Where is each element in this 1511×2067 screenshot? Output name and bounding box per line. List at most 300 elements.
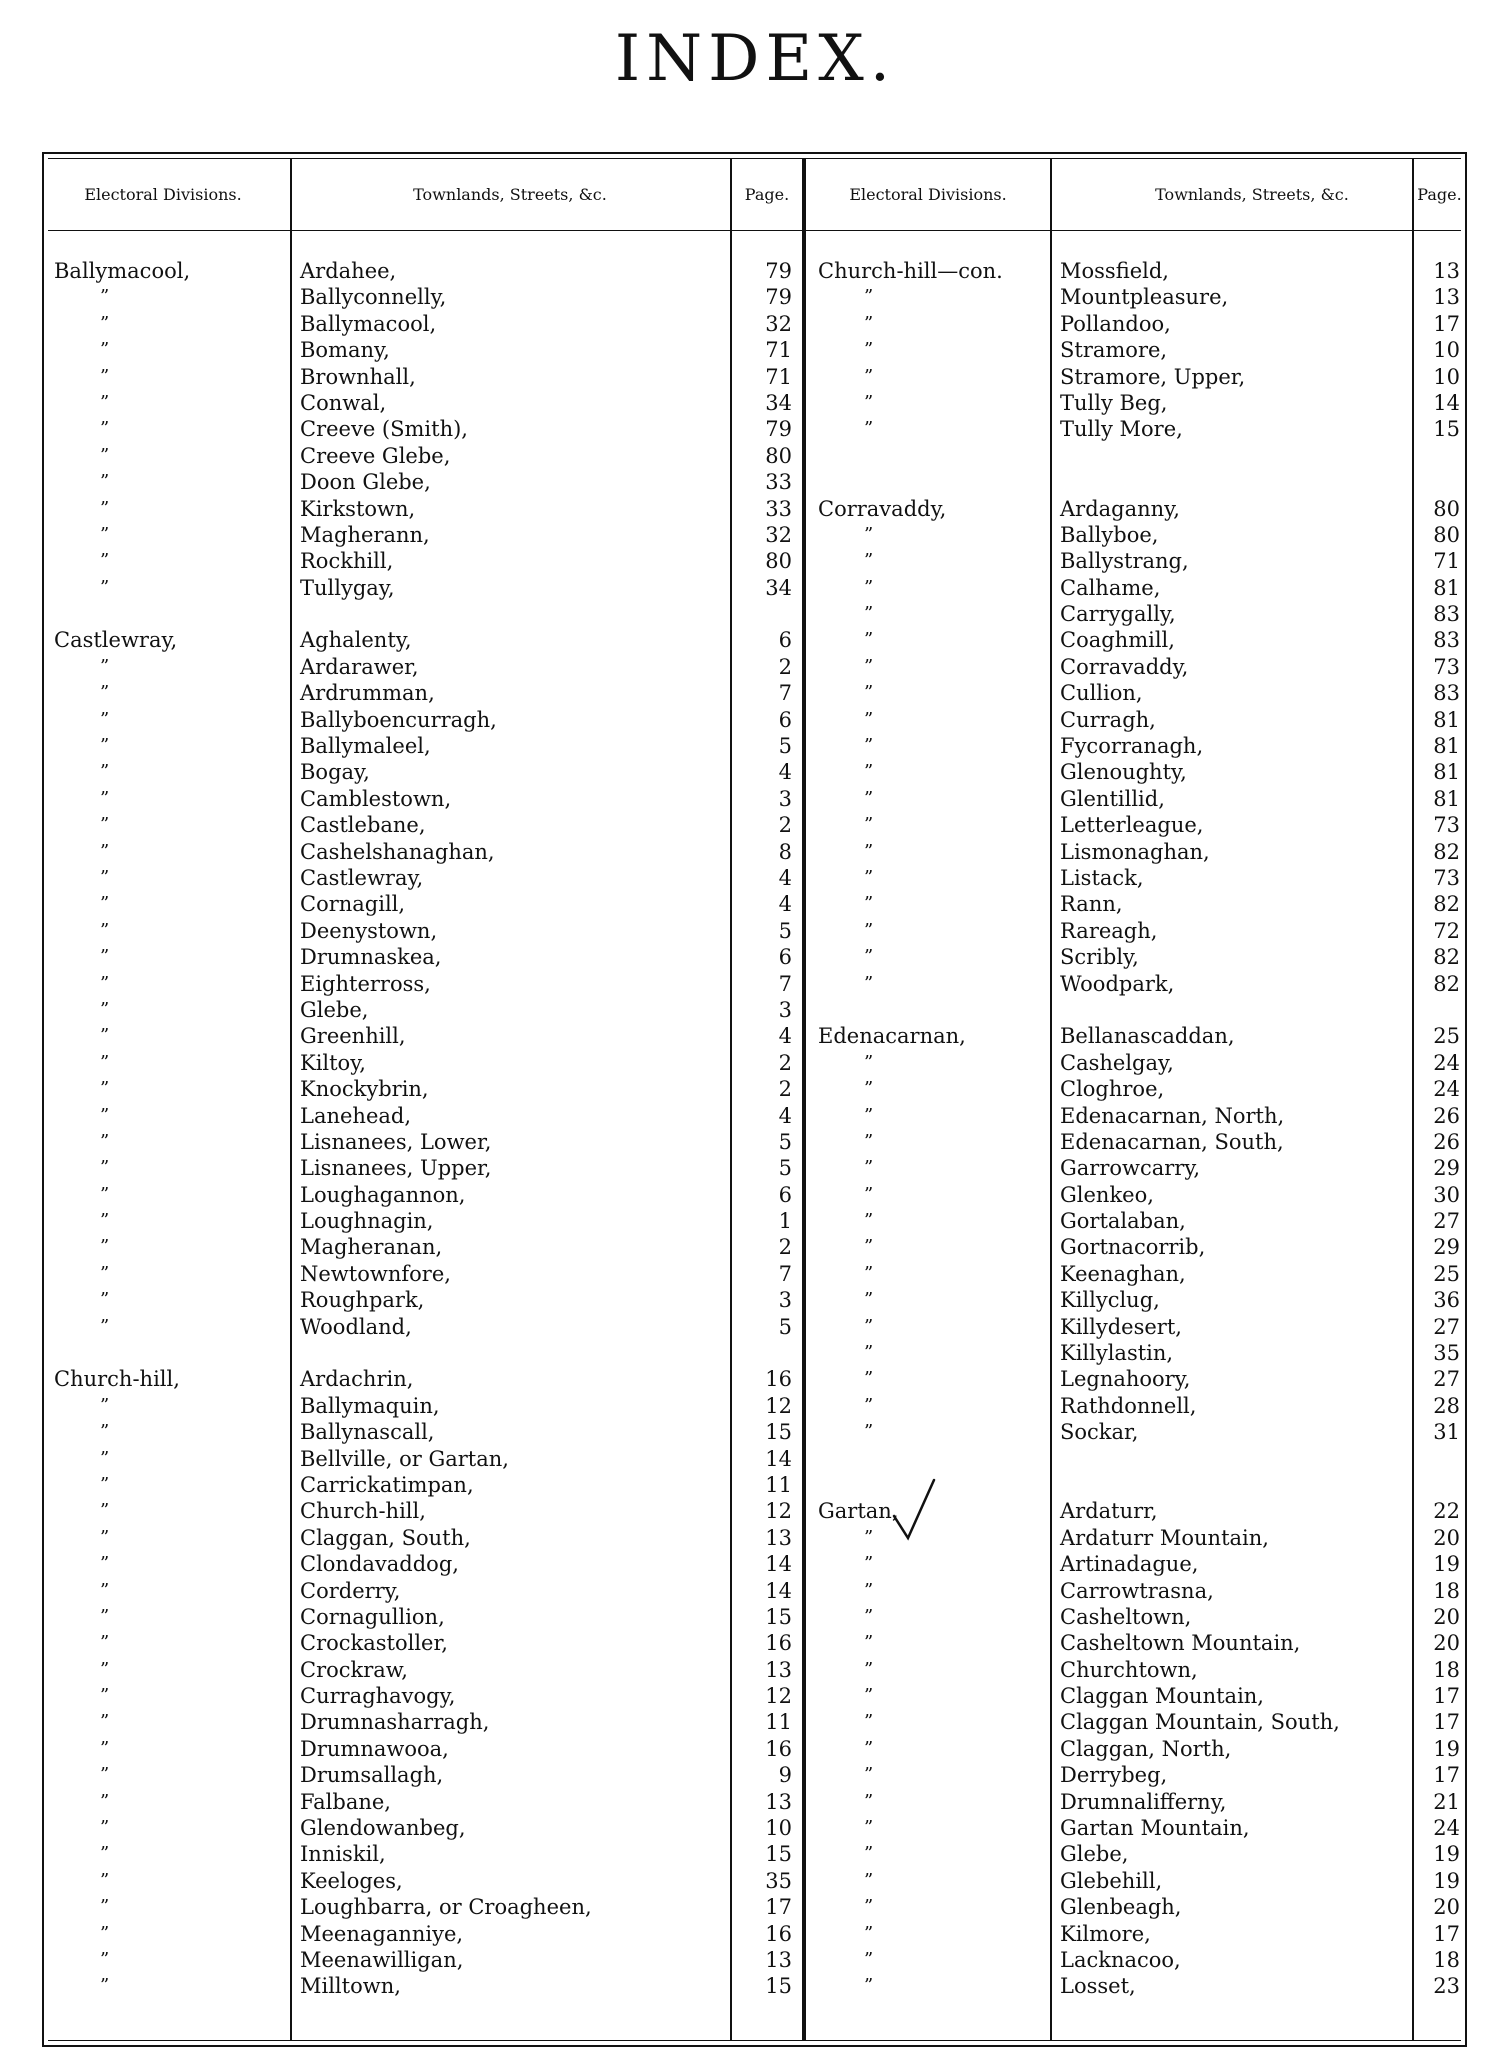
electoral-division-ditto: ” xyxy=(864,1790,874,1812)
townland-name: Bellanascaddan, xyxy=(1060,1024,1235,1049)
page-number: 73 xyxy=(1433,813,1460,838)
townland-name: Mountpleasure, xyxy=(1060,285,1229,310)
electoral-division-ditto: ” xyxy=(864,655,874,677)
page-number: 35 xyxy=(1433,1341,1460,1366)
page-number: 23 xyxy=(1433,1974,1460,1999)
column-rule xyxy=(1412,158,1414,2041)
townland-name: Ballyboencurragh, xyxy=(300,707,497,732)
page-number: 8 xyxy=(778,839,792,864)
townland-name: Glebe, xyxy=(1060,1842,1129,1867)
electoral-division-ditto: ” xyxy=(864,1315,874,1337)
page-number: 33 xyxy=(765,470,792,495)
electoral-division-ditto: ” xyxy=(864,312,874,334)
page-number: 79 xyxy=(765,285,792,310)
page-number xyxy=(1416,1446,1466,1472)
page-number: 33 xyxy=(765,496,792,521)
townland-name: Drumnalifferny, xyxy=(1060,1789,1227,1814)
townland-name: Tully More, xyxy=(1060,417,1183,442)
townland-name: Sockar, xyxy=(1060,1420,1139,1445)
townland-name: Tullygay, xyxy=(300,575,395,600)
townland-name: Killyclug, xyxy=(1060,1288,1160,1313)
townland-name: Glenoughty, xyxy=(1060,760,1187,785)
electoral-division-ditto: ” xyxy=(100,1157,110,1179)
electoral-division-ditto: ” xyxy=(864,1553,874,1575)
electoral-division: Ballymacool, xyxy=(54,259,191,283)
electoral-division-ditto: ” xyxy=(100,444,110,466)
right-townlands-column xyxy=(1060,258,1410,2000)
page-number: 17 xyxy=(1433,1710,1460,1735)
page-number: 6 xyxy=(778,1182,792,1207)
page-number: 20 xyxy=(1433,1525,1460,1550)
page-number: 7 xyxy=(778,681,792,706)
electoral-division-ditto: ” xyxy=(100,1262,110,1284)
electoral-division-ditto: ” xyxy=(100,1104,110,1126)
electoral-division-ditto: ” xyxy=(864,893,874,915)
electoral-division-ditto: ” xyxy=(864,550,874,572)
page-number: 7 xyxy=(778,971,792,996)
page-number: 26 xyxy=(1433,1103,1460,1128)
townland-name: Knockybrin, xyxy=(300,1077,429,1102)
page-number: 16 xyxy=(765,1367,792,1392)
page-number: 79 xyxy=(765,417,792,442)
electoral-division-ditto: ” xyxy=(864,1421,874,1443)
electoral-division-ditto: ” xyxy=(100,1790,110,1812)
electoral-division-ditto: ” xyxy=(864,1817,874,1839)
page-number: 9 xyxy=(778,1763,792,1788)
townland-name xyxy=(300,601,728,627)
page-number: 26 xyxy=(1433,1129,1460,1154)
townland-name: Coaghmill, xyxy=(1060,628,1175,653)
electoral-division-ditto: ” xyxy=(864,814,874,836)
townland-name: Lanehead, xyxy=(300,1103,412,1128)
page-number: 20 xyxy=(1433,1631,1460,1656)
electoral-division-ditto: ” xyxy=(100,550,110,572)
townland-name: Ballymaleel, xyxy=(300,734,431,759)
page-number: 80 xyxy=(1433,496,1460,521)
townland-name: Kirkstown, xyxy=(300,496,416,521)
townland-name: Drumnasharragh, xyxy=(300,1710,490,1735)
electoral-division-ditto: ” xyxy=(100,1975,110,1997)
townland-name: Ballymaquin, xyxy=(300,1393,440,1418)
townland-name: Ardachrin, xyxy=(300,1367,414,1392)
electoral-division-ditto: ” xyxy=(100,682,110,704)
header-electoral-divisions-right: Electoral Divisions. xyxy=(849,184,1007,204)
electoral-division-ditto: ” xyxy=(864,1183,874,1205)
electoral-division-ditto: ” xyxy=(100,1500,110,1522)
electoral-division-ditto: ” xyxy=(100,972,110,994)
page-number: 73 xyxy=(1433,654,1460,679)
page-number: 25 xyxy=(1433,1024,1460,1049)
page-number: 2 xyxy=(778,1235,792,1260)
electoral-division-ditto: ” xyxy=(864,1632,874,1654)
electoral-division-ditto: ” xyxy=(864,919,874,941)
electoral-division-ditto: ” xyxy=(864,339,874,361)
page-number: 73 xyxy=(1433,865,1460,890)
townland-name: Glenkeo, xyxy=(1060,1182,1154,1207)
electoral-division-ditto: ” xyxy=(864,1262,874,1284)
electoral-division-ditto: ” xyxy=(100,497,110,519)
townland-name: Lacknacoo, xyxy=(1060,1948,1181,1972)
townland-name: Ballyboe, xyxy=(1060,522,1159,547)
electoral-division-ditto: ” xyxy=(864,1130,874,1152)
page-number: 14 xyxy=(765,1446,792,1471)
townland-name: Creeve Glebe, xyxy=(300,443,451,468)
page-number: 15 xyxy=(765,1420,792,1445)
page-number: 30 xyxy=(1433,1182,1460,1207)
page-number: 19 xyxy=(1433,1868,1460,1893)
townland-name: Glebehill, xyxy=(1060,1868,1163,1893)
townland-name: Killydesert, xyxy=(1060,1314,1182,1339)
townland-name: Ballystrang, xyxy=(1060,549,1189,574)
electoral-division-ditto: ” xyxy=(100,1553,110,1575)
electoral-division-ditto: ” xyxy=(100,946,110,968)
electoral-division-ditto: ” xyxy=(100,866,110,888)
townland-name: Church-hill, xyxy=(300,1499,426,1524)
electoral-division-ditto: ” xyxy=(864,418,874,440)
electoral-division-ditto: ” xyxy=(100,1711,110,1733)
townland-name: Roughpark, xyxy=(300,1288,425,1313)
page-number: 19 xyxy=(1433,1736,1460,1761)
townland-name: Aghalenty, xyxy=(300,628,412,653)
townland-name: Doon Glebe, xyxy=(300,470,431,495)
page-number: 25 xyxy=(1433,1261,1460,1286)
electoral-division-ditto: ” xyxy=(100,1130,110,1152)
page-number: 12 xyxy=(765,1393,792,1418)
townland-name: Eighterross, xyxy=(300,971,431,996)
page-number: 29 xyxy=(1433,1235,1460,1260)
electoral-division-ditto: ” xyxy=(100,1949,110,1970)
left-page-column xyxy=(732,258,798,2000)
page-number: 3 xyxy=(778,1288,792,1313)
townland-name: Cashelshanaghan, xyxy=(300,839,495,864)
page-number: 5 xyxy=(778,918,792,943)
page-number: 4 xyxy=(778,892,792,917)
page-number: 32 xyxy=(765,311,792,336)
page-number: 2 xyxy=(778,813,792,838)
page-number: 11 xyxy=(765,1472,792,1497)
electoral-division-ditto: ” xyxy=(864,603,874,625)
page-number: 17 xyxy=(1433,1684,1460,1709)
page-number: 13 xyxy=(765,1789,792,1814)
electoral-division-ditto: ” xyxy=(864,1869,874,1891)
electoral-division-ditto: ” xyxy=(864,576,874,598)
townland-name: Cornagill, xyxy=(300,892,406,917)
townland-name: Fycorranagh, xyxy=(1060,734,1204,759)
townland-name: Calhame, xyxy=(1060,575,1161,600)
electoral-division-ditto: ” xyxy=(100,471,110,493)
townland-name: Mossfield, xyxy=(1060,259,1169,283)
page-number: 10 xyxy=(1433,338,1460,363)
electoral-division-ditto: ” xyxy=(100,1289,110,1311)
electoral-division-ditto: ” xyxy=(100,576,110,598)
electoral-division-ditto: ” xyxy=(100,1394,110,1416)
page-number xyxy=(1416,469,1466,495)
electoral-division-ditto: ” xyxy=(100,339,110,361)
index-table xyxy=(42,152,1467,2047)
page-number: 6 xyxy=(778,945,792,970)
townland-name: Pollandoo, xyxy=(1060,311,1171,336)
page-number: 81 xyxy=(1433,575,1460,600)
townland-name xyxy=(1060,443,1410,469)
page-number: 27 xyxy=(1433,1367,1460,1392)
townland-name: Cloghroe, xyxy=(1060,1077,1165,1102)
electoral-division-ditto: ” xyxy=(864,866,874,888)
page-number: 16 xyxy=(765,1736,792,1761)
electoral-division: Corravaddy, xyxy=(818,496,947,521)
townland-name: Bellville, or Gartan, xyxy=(300,1446,509,1471)
electoral-division-ditto: ” xyxy=(864,1394,874,1416)
townland-name: Keeloges, xyxy=(300,1868,403,1893)
electoral-division-ditto: ” xyxy=(100,998,110,1020)
townland-name: Deenystown, xyxy=(300,918,438,943)
electoral-division-ditto: ” xyxy=(864,1737,874,1759)
column-rule xyxy=(1050,158,1052,2041)
electoral-division xyxy=(808,443,1048,469)
electoral-division-ditto: ” xyxy=(864,682,874,704)
electoral-division-ditto: ” xyxy=(100,787,110,809)
townland-name: Tully Beg, xyxy=(1060,390,1168,415)
electoral-division-ditto: ” xyxy=(864,629,874,651)
townland-name: Listack, xyxy=(1060,865,1144,890)
townland-name: Garrowcarry, xyxy=(1060,1156,1201,1181)
townland-name: Corderry, xyxy=(300,1578,401,1603)
townland-name: Magherann, xyxy=(300,522,430,547)
electoral-division-ditto: ” xyxy=(100,840,110,862)
townland-name: Crockastoller, xyxy=(300,1631,448,1656)
townland-name: Cornagullion, xyxy=(300,1604,445,1629)
right-page-column xyxy=(1416,258,1466,2000)
page-number: 14 xyxy=(765,1578,792,1603)
electoral-division-ditto: ” xyxy=(864,1658,874,1680)
page-number: 80 xyxy=(765,443,792,468)
townland-name: Greenhill, xyxy=(300,1024,406,1049)
townland-name: Inniskil, xyxy=(300,1842,386,1867)
electoral-division-ditto: ” xyxy=(864,1342,874,1364)
electoral-division: Gartan, xyxy=(818,1499,899,1524)
electoral-division-ditto: ” xyxy=(100,1605,110,1627)
page-number: 71 xyxy=(1433,549,1460,574)
townland-name: Letterleague, xyxy=(1060,813,1204,838)
townland-name: Claggan Mountain, xyxy=(1060,1684,1264,1709)
electoral-division-ditto: ” xyxy=(864,1975,874,1997)
townland-name: Claggan, South, xyxy=(300,1525,471,1550)
page-number: 2 xyxy=(778,654,792,679)
townland-name: Gartan Mountain, xyxy=(1060,1816,1250,1841)
electoral-division-ditto: ” xyxy=(100,1473,110,1495)
townland-name: Curraghavogy, xyxy=(300,1684,456,1709)
townland-name: Rathdonnell, xyxy=(1060,1393,1197,1418)
electoral-division-ditto: ” xyxy=(100,1421,110,1443)
page-number: 13 xyxy=(1433,259,1460,283)
electoral-division-ditto: ” xyxy=(100,1447,110,1469)
electoral-division-ditto: ” xyxy=(864,1526,874,1548)
electoral-division-ditto: ” xyxy=(100,1737,110,1759)
page-number: 2 xyxy=(778,1050,792,1075)
electoral-division-ditto: ” xyxy=(100,418,110,440)
page-number: 32 xyxy=(765,522,792,547)
page-number: 5 xyxy=(778,734,792,759)
townland-name: Rareagh, xyxy=(1060,918,1158,943)
townland-name xyxy=(300,1340,728,1366)
townland-name: Ardarawer, xyxy=(300,654,419,679)
page-number: 21 xyxy=(1433,1789,1460,1814)
electoral-division-ditto: ” xyxy=(100,1210,110,1232)
townland-name: Loughagannon, xyxy=(300,1182,466,1207)
electoral-division xyxy=(808,469,1048,495)
page-number: 35 xyxy=(765,1868,792,1893)
page-number: 4 xyxy=(778,760,792,785)
townland-name: Stramore, Upper, xyxy=(1060,364,1246,389)
townland-name: Castlebane, xyxy=(300,813,426,838)
page-number: 16 xyxy=(765,1631,792,1656)
electoral-division: Church-hill, xyxy=(54,1367,180,1392)
townland-name: Carrickatimpan, xyxy=(300,1472,474,1497)
page-number: 34 xyxy=(765,575,792,600)
townland-name: Edenacarnan, South, xyxy=(1060,1129,1284,1154)
electoral-division-ditto: ” xyxy=(864,1843,874,1865)
page-number: 13 xyxy=(765,1525,792,1550)
left-electoral-divisions-column xyxy=(44,258,288,2000)
electoral-division-ditto: ” xyxy=(100,1658,110,1680)
townland-name: Bomany, xyxy=(300,338,390,363)
page-number: 12 xyxy=(765,1499,792,1524)
check-mark-icon xyxy=(890,1476,940,1546)
electoral-division-ditto: ” xyxy=(100,735,110,757)
electoral-division-ditto: ” xyxy=(100,1764,110,1786)
electoral-division-ditto: ” xyxy=(864,523,874,545)
page-number: 15 xyxy=(1433,417,1460,442)
townland-name: Camblestown, xyxy=(300,786,452,811)
electoral-division-ditto: ” xyxy=(100,1896,110,1918)
page-number xyxy=(1416,443,1466,469)
electoral-division-ditto: ” xyxy=(100,286,110,308)
electoral-division-ditto: ” xyxy=(100,919,110,941)
townland-name: Ballynascall, xyxy=(300,1420,435,1445)
electoral-division-ditto: ” xyxy=(100,1315,110,1337)
right-electoral-divisions-column xyxy=(808,258,1048,2000)
page-number: 14 xyxy=(765,1552,792,1577)
page-number: 80 xyxy=(765,549,792,574)
page-number: 81 xyxy=(1433,734,1460,759)
electoral-division-ditto: ” xyxy=(100,1869,110,1891)
page-number: 5 xyxy=(778,1156,792,1181)
page-number: 20 xyxy=(1433,1604,1460,1629)
page-number: 80 xyxy=(1433,522,1460,547)
townland-name: Kiltoy, xyxy=(300,1050,366,1075)
page-number: 83 xyxy=(1433,628,1460,653)
page-number: 1 xyxy=(778,1209,792,1234)
left-townlands-column xyxy=(300,258,728,2000)
header-townlands-left: Townlands, Streets, &c. xyxy=(413,184,607,204)
header-townlands-right: Townlands, Streets, &c. xyxy=(1155,184,1349,204)
townland-name: Claggan, North, xyxy=(1060,1736,1232,1761)
page-number: 81 xyxy=(1433,760,1460,785)
page-number: 5 xyxy=(778,1129,792,1154)
townland-name: Brownhall, xyxy=(300,364,416,389)
townland-name: Drumnaskea, xyxy=(300,945,442,970)
townland-name: Corravaddy, xyxy=(1060,654,1189,679)
page-number: 10 xyxy=(765,1816,792,1841)
page-number: 18 xyxy=(1433,1948,1460,1972)
electoral-division-ditto: ” xyxy=(100,1236,110,1258)
townland-name: Cashelgay, xyxy=(1060,1050,1174,1075)
townland-name: Bogay, xyxy=(300,760,370,785)
townland-name: Gortnacorrib, xyxy=(1060,1235,1206,1260)
townland-name: Meenawilligan, xyxy=(300,1948,464,1972)
page-number: 18 xyxy=(1433,1578,1460,1603)
page-number: 13 xyxy=(765,1948,792,1972)
electoral-division-ditto: ” xyxy=(864,1579,874,1601)
townland-name: Cullion, xyxy=(1060,681,1143,706)
electoral-division-ditto: ” xyxy=(864,1605,874,1627)
electoral-division-ditto: ” xyxy=(864,1210,874,1232)
townland-name: Woodland, xyxy=(300,1314,412,1339)
electoral-division-ditto: ” xyxy=(100,814,110,836)
page-number: 79 xyxy=(765,259,792,283)
electoral-division-ditto: ” xyxy=(100,1632,110,1654)
electoral-division-ditto: ” xyxy=(100,523,110,545)
page-number: 16 xyxy=(765,1921,792,1946)
electoral-division-ditto: ” xyxy=(864,735,874,757)
page-number: 19 xyxy=(1433,1842,1460,1867)
townland-name: Lismonaghan, xyxy=(1060,839,1210,864)
page-number: 17 xyxy=(1433,1763,1460,1788)
page-number: 13 xyxy=(1433,285,1460,310)
electoral-division-ditto: ” xyxy=(864,1368,874,1390)
townland-name: Keenaghan, xyxy=(1060,1261,1186,1286)
townland-name: Newtownfore, xyxy=(300,1261,451,1286)
page-number: 3 xyxy=(778,997,792,1022)
page-number: 17 xyxy=(1433,1921,1460,1946)
page-number: 15 xyxy=(765,1974,792,1999)
page-number: 7 xyxy=(778,1261,792,1286)
page-number: 10 xyxy=(1433,364,1460,389)
electoral-division-ditto: ” xyxy=(864,1078,874,1100)
page-number: 2 xyxy=(778,1077,792,1102)
electoral-division-ditto: ” xyxy=(100,1025,110,1047)
townland-name: Edenacarnan, North, xyxy=(1060,1103,1285,1128)
electoral-division-ditto: ” xyxy=(864,972,874,994)
electoral-division-ditto: ” xyxy=(864,1922,874,1944)
electoral-division-ditto: ” xyxy=(100,1051,110,1073)
page-number: 12 xyxy=(765,1684,792,1709)
electoral-division: Castlewray, xyxy=(54,628,178,653)
electoral-division-ditto: ” xyxy=(100,1183,110,1205)
page-number: 27 xyxy=(1433,1314,1460,1339)
page-number: 17 xyxy=(765,1895,792,1920)
townland-name: Glebe, xyxy=(300,997,369,1022)
page-number: 24 xyxy=(1433,1050,1460,1075)
page-number: 19 xyxy=(1433,1552,1460,1577)
page-number xyxy=(1416,997,1466,1023)
electoral-division xyxy=(808,1446,1048,1472)
header-rule xyxy=(48,230,1461,231)
header-page-left: Page. xyxy=(744,184,790,204)
electoral-division-ditto: ” xyxy=(100,1579,110,1601)
townland-name: Crockraw, xyxy=(300,1657,408,1682)
electoral-division-ditto: ” xyxy=(864,761,874,783)
townland-name xyxy=(1060,1472,1410,1498)
page-number: 81 xyxy=(1433,786,1460,811)
townland-name: Glendowanbeg, xyxy=(300,1816,466,1841)
townland-name: Churchtown, xyxy=(1060,1657,1198,1682)
townland-name: Woodpark, xyxy=(1060,971,1175,996)
page-number: 81 xyxy=(1433,707,1460,732)
page-number: 4 xyxy=(778,865,792,890)
page-number: 82 xyxy=(1433,839,1460,864)
page-number: 72 xyxy=(1433,918,1460,943)
page-number: 14 xyxy=(1433,390,1460,415)
